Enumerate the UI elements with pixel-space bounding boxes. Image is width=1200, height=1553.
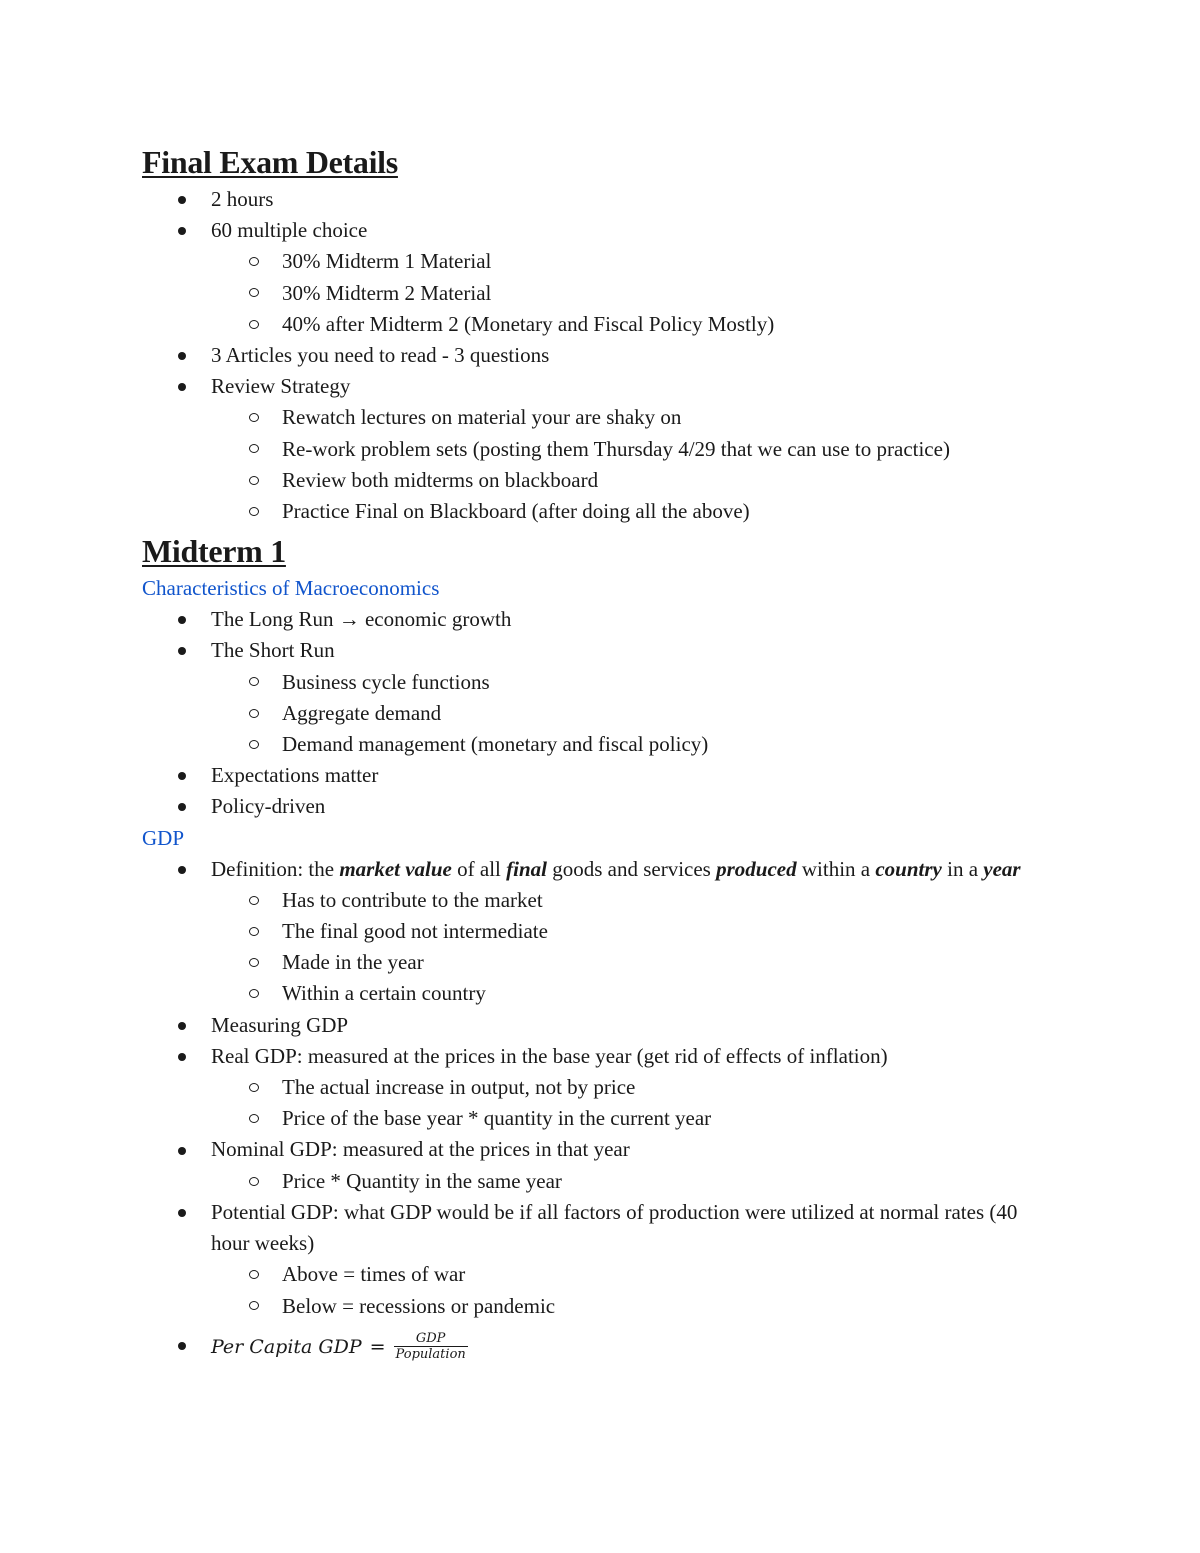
circle-bullet-icon: [247, 978, 261, 1009]
list-item: Expectations matter: [142, 760, 1082, 791]
list-subitem: Demand management (monetary and fiscal policy): [142, 729, 1082, 760]
circle-bullet-icon: [247, 1291, 261, 1322]
list-item: Review Strategy: [142, 371, 1082, 402]
list-subitem: Rewatch lectures on material your are shaky on: [142, 402, 1082, 433]
bullet-icon: [175, 215, 189, 246]
fraction-numerator: GDP: [415, 1331, 446, 1347]
list-item: Real GDP: measured at the prices in the base year (get rid of effects of inflation): [142, 1041, 1082, 1072]
bullet-icon: [175, 854, 189, 885]
bullet-icon: [175, 1324, 189, 1368]
list-item: 60 multiple choice: [142, 215, 1082, 246]
circle-bullet-icon: [247, 1103, 261, 1134]
list-subitem: Below = recessions or pandemic: [142, 1291, 1082, 1322]
fraction-denominator: Population: [395, 1347, 466, 1363]
bullet-icon: [175, 1041, 189, 1072]
bullet-icon: [175, 604, 189, 635]
midterm-1-title: Midterm 1: [142, 533, 286, 570]
emphasis-text: produced: [716, 856, 797, 881]
list-subitem: Above = times of war: [142, 1259, 1082, 1290]
bullet-icon: [175, 1197, 189, 1228]
list-subitem: Price * Quantity in the same year: [142, 1166, 1082, 1197]
list-item: Potential GDP: what GDP would be if all factors of production were utilized at normal rates (40 hour weeks): [142, 1197, 1082, 1259]
list-subitem: The actual increase in output, not by price: [142, 1072, 1082, 1103]
circle-bullet-icon: [247, 729, 261, 760]
gdp-definition: Definition: the market value of all final goods and services produced within a country in a year: [142, 854, 1082, 885]
list-item: Measuring GDP: [142, 1010, 1082, 1041]
list-subitem: Made in the year: [142, 947, 1082, 978]
characteristics-heading: Characteristics of Macroeconomics: [142, 576, 440, 601]
circle-bullet-icon: [247, 496, 261, 527]
circle-bullet-icon: [247, 885, 261, 916]
list-item: The Short Run: [142, 635, 1082, 666]
circle-bullet-icon: [247, 434, 261, 465]
circle-bullet-icon: [247, 667, 261, 698]
circle-bullet-icon: [247, 465, 261, 496]
formula: [211, 1325, 468, 1369]
emphasis-text: country: [875, 856, 942, 881]
emphasis-text: market value: [339, 856, 452, 881]
list-item: The Long Run → economic growth: [142, 604, 1082, 635]
list-item: Nominal GDP: measured at the prices in that year: [142, 1134, 1082, 1165]
circle-bullet-icon: [247, 1166, 261, 1197]
bullet-icon: [175, 371, 189, 402]
fraction: [394, 1331, 468, 1362]
circle-bullet-icon: [247, 278, 261, 309]
list-subitem: Practice Final on Blackboard (after doing all the above): [142, 496, 1082, 527]
final-exam-title: Final Exam Details: [142, 144, 398, 180]
bullet-icon: [175, 1010, 189, 1041]
list-subitem: Price of the base year * quantity in the current year: [142, 1103, 1082, 1134]
list-item: 2 hours: [142, 184, 1082, 215]
circle-bullet-icon: [247, 1072, 261, 1103]
bullet-icon: [175, 760, 189, 791]
circle-bullet-icon: [247, 402, 261, 433]
list-subitem: Has to contribute to the market: [142, 885, 1082, 916]
list-subitem: Aggregate demand: [142, 698, 1082, 729]
list-subitem: Review both midterms on blackboard: [142, 465, 1082, 496]
list-subitem: Within a certain country: [142, 978, 1082, 1009]
list-subitem: The final good not intermediate: [142, 916, 1082, 947]
document-page: [142, 140, 1082, 1369]
bullet-icon: [175, 340, 189, 371]
list-subitem: 40% after Midterm 2 (Monetary and Fiscal Policy Mostly): [142, 309, 1082, 340]
bullet-icon: [175, 791, 189, 822]
circle-bullet-icon: [247, 309, 261, 340]
circle-bullet-icon: [247, 1259, 261, 1290]
formula-equals: =: [369, 1335, 386, 1358]
list-subitem: Business cycle functions: [142, 667, 1082, 698]
list-subitem: 30% Midterm 1 Material: [142, 246, 1082, 277]
list-subitem: Re-work problem sets (posting them Thursday 4/29 that we can use to practice): [142, 434, 1082, 465]
per-capita-formula: [142, 1324, 1082, 1369]
circle-bullet-icon: [247, 947, 261, 978]
bullet-icon: [175, 1134, 189, 1165]
formula-lhs: Per Capita GDP: [211, 1335, 362, 1358]
circle-bullet-icon: [247, 246, 261, 277]
emphasis-text: final: [506, 856, 547, 881]
circle-bullet-icon: [247, 698, 261, 729]
emphasis-text: year: [983, 856, 1021, 881]
list-item: Policy-driven: [142, 791, 1082, 822]
bullet-icon: [175, 184, 189, 215]
list-item: 3 Articles you need to read - 3 questions: [142, 340, 1082, 371]
list-subitem: 30% Midterm 2 Material: [142, 278, 1082, 309]
gdp-heading: GDP: [142, 825, 185, 850]
circle-bullet-icon: [247, 916, 261, 947]
bullet-icon: [175, 635, 189, 666]
